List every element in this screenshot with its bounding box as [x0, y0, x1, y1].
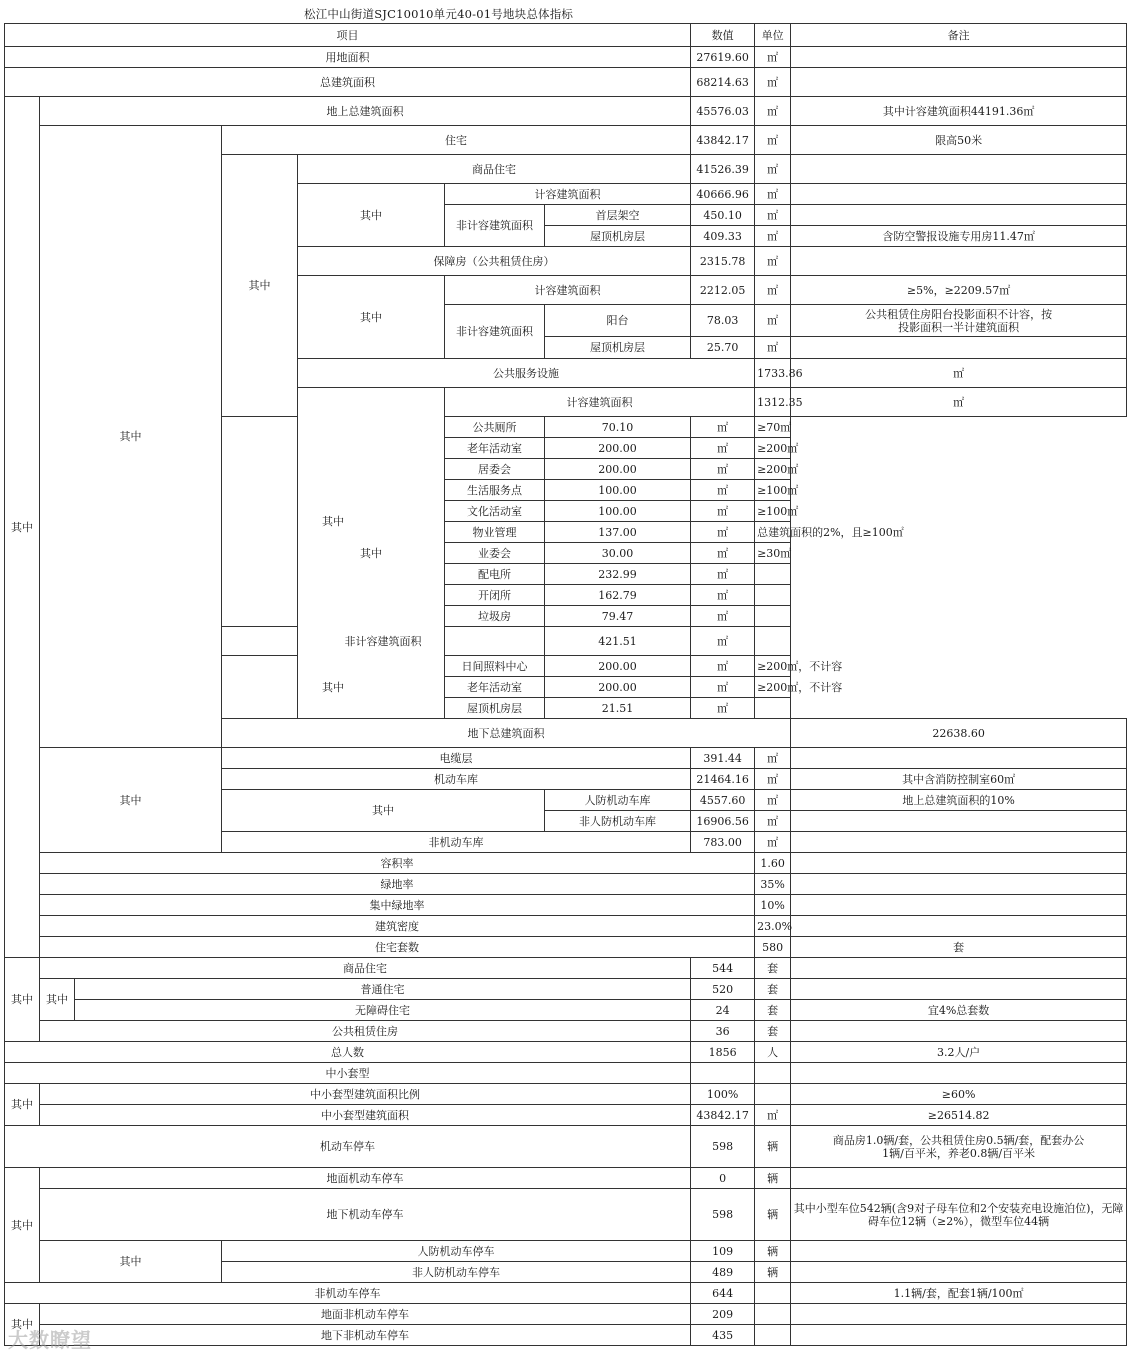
row-label: 阳台: [545, 305, 691, 337]
row-value: 450.10: [691, 205, 755, 226]
row-label: 计容建筑面积: [445, 388, 755, 417]
table-row: [5, 895, 1127, 916]
row-value: 1.60: [755, 853, 791, 874]
row-unit: ㎡: [755, 811, 791, 832]
table-row: [5, 874, 1127, 895]
row-unit: 辆: [755, 1168, 791, 1189]
row-remark: ≥70㎡: [755, 417, 791, 438]
row-label: 生活服务点: [445, 480, 545, 501]
table-header-row: [5, 24, 1127, 47]
row-value: 209: [691, 1304, 755, 1325]
group-label: 其中: [5, 97, 40, 958]
row-unit: [791, 895, 1127, 916]
row-label: 中小套型建筑面积: [40, 1105, 691, 1126]
row-remark: [755, 627, 791, 656]
row-remark: [791, 1262, 1127, 1283]
table-row: [5, 1105, 1127, 1126]
row-value: 70.10: [545, 417, 691, 438]
group-label: 其中: [40, 979, 75, 1021]
row-unit: ㎡: [691, 677, 755, 698]
row-value: 580: [755, 937, 791, 958]
row-unit: ㎡: [755, 832, 791, 853]
row-value: 27619.60: [691, 47, 755, 68]
row-label: 地下非机动车停车: [40, 1325, 691, 1346]
row-remark: [791, 748, 1127, 769]
row-unit: ㎡: [755, 47, 791, 68]
row-unit: ㎡: [755, 790, 791, 811]
row-unit: ㎡: [755, 1105, 791, 1126]
table-row: [5, 68, 1127, 97]
row-remark: [755, 606, 791, 627]
row-value: 200.00: [545, 459, 691, 480]
row-unit: ㎡: [691, 543, 755, 564]
row-value: 2212.05: [691, 276, 755, 305]
row-value: 68214.63: [691, 68, 755, 97]
row-value: 391.44: [691, 748, 755, 769]
row-remark: [755, 698, 791, 719]
row-value: 1312.35: [755, 388, 791, 417]
row-remark: 总建筑面积的2%，且≥100㎡: [755, 522, 791, 543]
row-unit: 套: [791, 937, 1127, 958]
header-remark: 备注: [791, 24, 1127, 47]
row-unit: ㎡: [755, 68, 791, 97]
row-remark: ≥100㎡: [755, 480, 791, 501]
row-unit: ㎡: [691, 627, 755, 656]
row-remark: [791, 155, 1127, 184]
row-unit: 辆: [755, 1262, 791, 1283]
table-row: [5, 1084, 1127, 1105]
row-label: 非计容建筑面积: [222, 627, 545, 656]
row-value: 162.79: [545, 585, 691, 606]
row-label: 普通住宅: [75, 979, 691, 1000]
row-label: 非人防机动车停车: [222, 1262, 691, 1283]
group-label: 其中: [298, 388, 445, 719]
row-remark: [791, 1304, 1127, 1325]
row-unit: ㎡: [755, 205, 791, 226]
row-unit: ㎡: [755, 226, 791, 247]
row-label: 公共厕所: [445, 417, 545, 438]
page-title: 松江中山街道SJC10010单元40-01号地块总体指标: [304, 7, 574, 21]
row-unit: ㎡: [755, 155, 791, 184]
table-row: [5, 1126, 1127, 1168]
row-value: 43842.17: [691, 126, 755, 155]
row-remark: 其中小型车位542辆(含9对子母车位和2个安装充电设施泊位)，无障碍车位12辆（≥2%），微型车位44辆: [791, 1189, 1127, 1241]
row-label: 老年活动室: [445, 438, 545, 459]
row-value: 25.70: [691, 337, 755, 359]
row-label: 地面非机动车停车: [40, 1304, 691, 1325]
row-value: 109: [691, 1241, 755, 1262]
row-remark: [755, 564, 791, 585]
group-label: 其中: [5, 958, 40, 1042]
row-label: 住宅套数: [40, 937, 755, 958]
row-unit: ㎡: [791, 388, 1127, 417]
row-remark: ≥100㎡: [755, 501, 791, 522]
row-value: 10%: [755, 895, 791, 916]
row-unit: ㎡: [691, 522, 755, 543]
row-label: 非机动车库: [222, 832, 691, 853]
header-unit: 单位: [755, 24, 791, 47]
row-unit: ㎡: [755, 748, 791, 769]
row-remark: ≥200㎡，不计容: [755, 656, 791, 677]
row-label: 保障房（公共租赁住房）: [298, 247, 691, 276]
row-unit: ㎡: [755, 337, 791, 359]
row-label: 非人防机动车库: [545, 811, 691, 832]
row-unit: ㎡: [691, 480, 755, 501]
row-unit: ㎡: [691, 585, 755, 606]
row-remark: 限高50米: [791, 126, 1127, 155]
row-label: 日间照料中心: [445, 656, 545, 677]
row-remark: 宜4%总套数: [791, 1000, 1127, 1021]
row-value: 4557.60: [691, 790, 755, 811]
row-label: 商品住宅: [298, 155, 691, 184]
row-remark: [791, 247, 1127, 276]
row-unit: ㎡: [791, 359, 1127, 388]
row-value: 100%: [691, 1084, 755, 1105]
row-unit: [755, 1063, 791, 1084]
row-unit: ㎡: [691, 656, 755, 677]
row-value: 23.0%: [755, 916, 791, 937]
row-value: 24: [691, 1000, 755, 1021]
row-value: 200.00: [545, 656, 691, 677]
row-value: 544: [691, 958, 755, 979]
table-row: [5, 1042, 1127, 1063]
row-value: 489: [691, 1262, 755, 1283]
row-remark: [791, 68, 1127, 97]
row-unit: [755, 1325, 791, 1346]
row-value: 232.99: [545, 564, 691, 585]
group-label: 其中: [40, 748, 222, 853]
row-value: 22638.60: [791, 719, 1127, 748]
row-label: 配电所: [445, 564, 545, 585]
table-row: [5, 1168, 1127, 1189]
row-label: 电缆层: [222, 748, 691, 769]
indicator-table: [4, 23, 1127, 1346]
row-unit: [791, 853, 1127, 874]
row-value: 16906.56: [691, 811, 755, 832]
row-label: 地下机动车停车: [40, 1189, 691, 1241]
row-label: 文化活动室: [445, 501, 545, 522]
row-value: 30.00: [545, 543, 691, 564]
row-remark: [791, 958, 1127, 979]
header-item: 项目: [5, 24, 691, 47]
row-label: 屋顶机房层: [545, 226, 691, 247]
row-value: 200.00: [545, 677, 691, 698]
row-remark: [791, 1325, 1127, 1346]
row-label: 中小套型: [5, 1063, 691, 1084]
row-remark: ≥5%，≥2209.57㎡: [791, 276, 1127, 305]
row-remark: [791, 1021, 1127, 1042]
row-label: 公共服务设施: [298, 359, 755, 388]
row-remark: [791, 832, 1127, 853]
row-value: 35%: [755, 874, 791, 895]
row-unit: [755, 1304, 791, 1325]
row-label: 公共租赁住房: [40, 1021, 691, 1042]
row-unit: ㎡: [691, 459, 755, 480]
row-unit: [755, 1283, 791, 1304]
row-remark: [791, 337, 1127, 359]
row-value: 36: [691, 1021, 755, 1042]
row-remark: ≥30㎡: [755, 543, 791, 564]
row-unit: [791, 916, 1127, 937]
group-label: 其中: [222, 790, 545, 832]
table-row: [5, 1304, 1127, 1325]
row-label: 总建筑面积: [5, 68, 691, 97]
table-row: [5, 1283, 1127, 1304]
row-remark: [791, 205, 1127, 226]
row-value: 40666.96: [691, 184, 755, 205]
row-unit: [791, 874, 1127, 895]
row-unit: 辆: [755, 1189, 791, 1241]
row-remark: [791, 1168, 1127, 1189]
row-remark: ≥200㎡: [755, 438, 791, 459]
table-row: [5, 97, 1127, 126]
row-unit: 套: [755, 979, 791, 1000]
row-label: 容积率: [40, 853, 755, 874]
row-remark: [791, 1063, 1127, 1084]
row-value: 598: [691, 1126, 755, 1168]
row-remark: [791, 184, 1127, 205]
row-remark: 公共租赁住房阳台投影面积不计容，按投影面积一半计建筑面积: [791, 305, 1127, 337]
row-unit: 套: [755, 958, 791, 979]
group-label: 其中: [222, 155, 298, 417]
table-row: [5, 979, 1127, 1000]
row-value: 21464.16: [691, 769, 755, 790]
indicator-sheet: [4, 5, 1124, 1346]
row-remark: ≥200㎡，不计容: [755, 677, 791, 698]
row-label: 物业管理: [445, 522, 545, 543]
group-label: 其中: [40, 1241, 222, 1283]
group-label: 其中: [222, 656, 445, 719]
row-remark: [791, 1241, 1127, 1262]
row-label: 首层架空: [545, 205, 691, 226]
row-value: 598: [691, 1189, 755, 1241]
table-row: [5, 47, 1127, 68]
row-value: 435: [691, 1325, 755, 1346]
row-label: 屋顶机房层: [445, 698, 545, 719]
row-label: 地下总建筑面积: [222, 719, 791, 748]
row-remark: ≥60%: [791, 1084, 1127, 1105]
row-value: 79.47: [545, 606, 691, 627]
row-unit: ㎡: [691, 564, 755, 585]
row-unit: ㎡: [691, 501, 755, 522]
group-label: 其中: [5, 1304, 40, 1346]
row-label: 绿地率: [40, 874, 755, 895]
row-value: 0: [691, 1168, 755, 1189]
row-remark: 1.1辆/套，配套1辆/100㎡: [791, 1283, 1127, 1304]
row-unit: ㎡: [755, 97, 791, 126]
row-remark: [791, 47, 1127, 68]
row-value: [691, 1063, 755, 1084]
row-label: 老年活动室: [445, 677, 545, 698]
row-value: 644: [691, 1283, 755, 1304]
row-label: 非计容建筑面积: [445, 305, 545, 359]
row-label: 机动车库: [222, 769, 691, 790]
row-remark: [755, 585, 791, 606]
row-label: 集中绿地率: [40, 895, 755, 916]
row-value: 21.51: [545, 698, 691, 719]
row-remark: 其中含消防控制室60㎡: [791, 769, 1127, 790]
row-unit: ㎡: [755, 276, 791, 305]
row-label: 地上总建筑面积: [40, 97, 691, 126]
table-row: [5, 126, 1127, 155]
table-row: [5, 1189, 1127, 1241]
row-value: 78.03: [691, 305, 755, 337]
row-remark: 其中计容建筑面积44191.36㎡: [791, 97, 1127, 126]
row-unit: 辆: [755, 1241, 791, 1262]
group-label: 其中: [298, 276, 445, 359]
table-row: [5, 916, 1127, 937]
row-label: 中小套型建筑面积比例: [40, 1084, 691, 1105]
row-label: 人防机动车库: [545, 790, 691, 811]
table-row: [5, 1000, 1127, 1021]
row-unit: ㎡: [755, 305, 791, 337]
row-unit: 辆: [755, 1126, 791, 1168]
group-label: 其中: [5, 1168, 40, 1283]
row-label: 无障碍住宅: [75, 1000, 691, 1021]
row-remark: 商品房1.0辆/套，公共租赁住房0.5辆/套，配套办公1辆/百平米，养老0.8辆/百平米: [791, 1126, 1127, 1168]
row-value: 1856: [691, 1042, 755, 1063]
row-unit: ㎡: [755, 769, 791, 790]
row-label: 开闭所: [445, 585, 545, 606]
row-remark: 3.2人/户: [791, 1042, 1127, 1063]
row-remark: [791, 811, 1127, 832]
group-label: 其中: [298, 184, 445, 247]
row-unit: ㎡: [755, 184, 791, 205]
table-row: [5, 1325, 1127, 1346]
watermark: 大数瞭望: [8, 1328, 92, 1352]
table-row: [5, 937, 1127, 958]
group-label: 其中: [40, 126, 222, 748]
row-remark: ≥200㎡: [755, 459, 791, 480]
row-value: 783.00: [691, 832, 755, 853]
row-unit: 套: [755, 1021, 791, 1042]
row-label: 用地面积: [5, 47, 691, 68]
row-label: 计容建筑面积: [445, 276, 691, 305]
row-unit: [755, 1084, 791, 1105]
table-row: [5, 1021, 1127, 1042]
table-row: [5, 1241, 1127, 1262]
row-label: 商品住宅: [40, 958, 691, 979]
row-value: 200.00: [545, 438, 691, 459]
row-remark: 地上总建筑面积的10%: [791, 790, 1127, 811]
table-row: [5, 748, 1127, 769]
row-unit: ㎡: [755, 247, 791, 276]
row-value: 100.00: [545, 501, 691, 522]
row-label: 业委会: [445, 543, 545, 564]
row-value: 520: [691, 979, 755, 1000]
group-label: 其中: [5, 1084, 40, 1126]
row-label: 计容建筑面积: [445, 184, 691, 205]
row-label: 总人数: [5, 1042, 691, 1063]
row-value: 41526.39: [691, 155, 755, 184]
row-unit: 人: [755, 1042, 791, 1063]
row-remark: [791, 979, 1127, 1000]
row-label: 机动车停车: [5, 1126, 691, 1168]
row-label: 人防机动车停车: [222, 1241, 691, 1262]
row-remark: ≥26514.82: [791, 1105, 1127, 1126]
table-row: [5, 1063, 1127, 1084]
table-row: [5, 958, 1127, 979]
row-value: 409.33: [691, 226, 755, 247]
row-value: 421.51: [545, 627, 691, 656]
row-label: 住宅: [222, 126, 691, 155]
row-remark: 含防空警报设施专用房11.47㎡: [791, 226, 1127, 247]
row-label: 垃圾房: [445, 606, 545, 627]
row-unit: ㎡: [755, 126, 791, 155]
row-unit: ㎡: [691, 698, 755, 719]
row-unit: 套: [755, 1000, 791, 1021]
row-value: 45576.03: [691, 97, 755, 126]
group-label: 其中: [222, 417, 445, 627]
row-value: 2315.78: [691, 247, 755, 276]
row-value: 1733.86: [755, 359, 791, 388]
row-value: 43842.17: [691, 1105, 755, 1126]
row-label: 屋顶机房层: [545, 337, 691, 359]
table-row: [5, 853, 1127, 874]
row-label: 建筑密度: [40, 916, 755, 937]
row-value: 137.00: [545, 522, 691, 543]
row-label: 非计容建筑面积: [445, 205, 545, 247]
row-unit: ㎡: [691, 438, 755, 459]
row-unit: ㎡: [691, 417, 755, 438]
row-unit: ㎡: [691, 606, 755, 627]
row-label: 地面机动车停车: [40, 1168, 691, 1189]
row-value: 100.00: [545, 480, 691, 501]
row-label: 非机动车停车: [5, 1283, 691, 1304]
row-label: 居委会: [445, 459, 545, 480]
header-value: 数值: [691, 24, 755, 47]
